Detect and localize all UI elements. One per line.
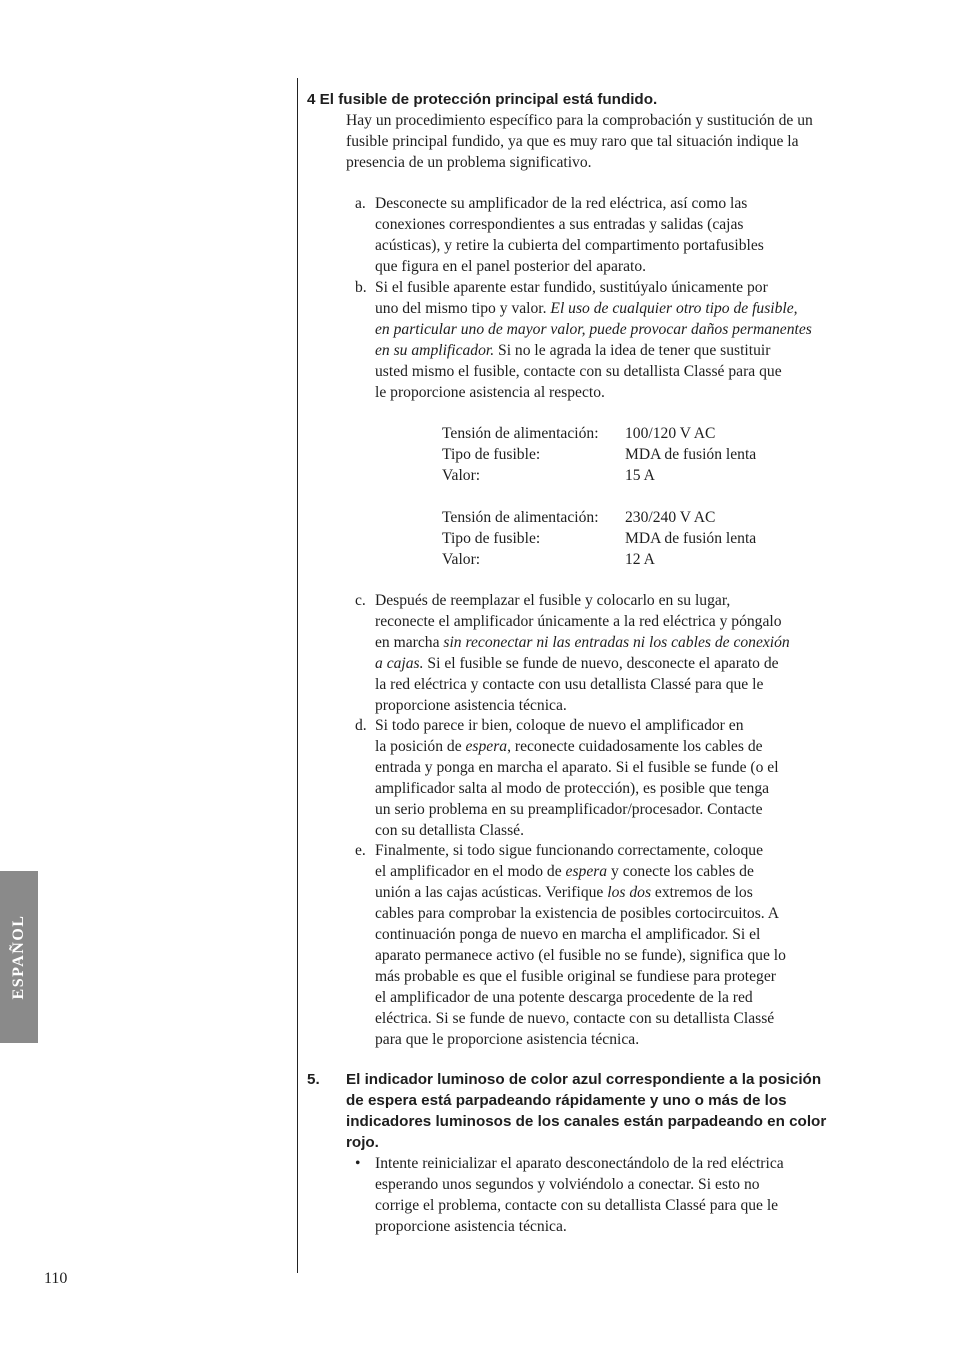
step-b-warning: en su amplificador. [375, 342, 495, 359]
step-d-text: , reconecte cuidadosamente los cables de [507, 738, 763, 755]
step-d-line: amplificador salta al modo de protección), es posible que tenga [375, 780, 770, 797]
section-5-bullet-line: corrige el problema, contacte con su detallista Classé para que le [375, 1197, 779, 1214]
step-c-line: proporcione asistencia técnica. [375, 697, 567, 714]
step-b-text: Si no le agrada la idea de tener que sustituir [494, 342, 771, 359]
step-d-text: la posición de [375, 738, 466, 755]
fuse-voltage-value: 230/240 V AC [625, 509, 716, 526]
step-a-line: acústicas), y retire la cubierta del compartimento portafusibles [375, 237, 764, 254]
step-a-line: Desconecte su amplificador de la red eléctrica, así como las [375, 195, 748, 212]
step-c-line [375, 653, 779, 674]
section-4-intro-line: fusible principal fundido, ya que es muy raro que tal situación indique la [346, 133, 799, 150]
step-d-emphasis: espera [465, 738, 508, 755]
step-c-line [375, 632, 790, 653]
step-e-line: eléctrica. Si se funde de nuevo, contacte con su detallista Classé [375, 1010, 775, 1027]
section-5-heading-line: indicadores luminosos de los canales están parpadeando en color [346, 1113, 827, 1130]
step-e-line [375, 861, 754, 882]
fuse-rating-label: Valor: [442, 551, 481, 568]
column-divider-line [297, 78, 298, 1273]
step-a-label: a. [355, 195, 366, 212]
language-tab-label: ESPAÑOL [10, 914, 27, 1000]
step-e-line: Finalmente, si todo sigue funcionando correctamente, coloque [375, 842, 763, 859]
step-b-text: uno del mismo tipo y valor. [375, 300, 551, 317]
step-b-line: Si el fusible aparente estar fundido, sustitúyalo únicamente por [375, 279, 768, 296]
fuse-rating-value: 12 A [625, 551, 655, 568]
step-c-emphasis: sin reconectar ni las entradas ni los cables de conexión [443, 634, 790, 651]
step-e-line: cables para comprobar la existencia de posibles cortocircuitos. A [375, 905, 779, 922]
step-e-line [375, 882, 753, 903]
section-5-bullet-line: Intente reinicializar el aparato desconectándolo de la red eléctrica [375, 1155, 784, 1172]
step-c-emphasis: a cajas. [375, 655, 424, 672]
step-c-text: Si el fusible se funde de nuevo, desconecte el aparato de [423, 655, 779, 672]
page-number: 110 [44, 1270, 68, 1287]
step-b-line: usted mismo el fusible, contacte con su detallista Classé para que [375, 363, 782, 380]
fuse-rating-value: 15 A [625, 467, 655, 484]
step-d-line: un serio problema en su preamplificador/procesador. Contacte [375, 801, 763, 818]
step-c-line: reconecte el amplificador únicamente a la red eléctrica y póngalo [375, 613, 782, 630]
step-e-line: aparato permanece activo (el fusible no se funde), significa que lo [375, 947, 786, 964]
step-b-line [375, 319, 812, 340]
fuse-type-value: MDA de fusión lenta [625, 530, 757, 547]
step-b-warning: en particular uno de mayor valor, puede provocar daños permanentes [375, 321, 812, 338]
step-c-label: c. [355, 592, 366, 609]
step-a-line: que figura en el panel posterior del aparato. [375, 258, 647, 275]
step-b-warning: El uso de cualquier otro tipo de fusible, [550, 300, 798, 317]
step-c-line: la red eléctrica y contacte con usu detallista Classé para que le [375, 676, 764, 693]
step-d-line [375, 736, 763, 757]
step-e-text: y conecte los cables de [607, 863, 754, 880]
fuse-voltage-label: Tensión de alimentación: [442, 509, 599, 526]
section-4-intro-line: Hay un procedimiento específico para la comprobación y sustitución de un [346, 112, 813, 129]
fuse-voltage-value: 100/120 V AC [625, 425, 716, 442]
step-e-label: e. [355, 842, 366, 859]
step-d-line: Si todo parece ir bien, coloque de nuevo el amplificador en [375, 717, 744, 734]
section-5-bullet-line: esperando unos segundos y volviéndolo a conectar. Si esto no [375, 1176, 760, 1193]
step-b-line: le proporcione asistencia al respecto. [375, 384, 605, 401]
section-4-intro-line: presencia de un problema significativo. [346, 154, 592, 171]
step-e-line: continuación ponga de nuevo en marcha el amplificador. Si el [375, 926, 761, 943]
fuse-type-label: Tipo de fusible: [442, 446, 541, 463]
step-e-text: extremos de los [651, 884, 753, 901]
fuse-type-value: MDA de fusión lenta [625, 446, 757, 463]
step-d-label: d. [355, 717, 367, 734]
step-e-emphasis: los dos [607, 884, 652, 901]
section-5-bullet-line: proporcione asistencia técnica. [375, 1218, 567, 1235]
fuse-type-label: Tipo de fusible: [442, 530, 541, 547]
step-c-line: Después de reemplazar el fusible y colocarlo en su lugar, [375, 592, 731, 609]
step-d-line: entrada y ponga en marcha el aparato. Si el fusible se funde (o el [375, 759, 779, 776]
step-d-line: con su detallista Classé. [375, 822, 524, 839]
step-c-text: en marcha [375, 634, 444, 651]
step-e-emphasis: espera [565, 863, 608, 880]
section-5-heading-line: de espera está parpadeando rápidamente y uno o más de los [346, 1092, 787, 1109]
section-5-number: 5. [307, 1071, 320, 1088]
step-b-line [375, 298, 798, 319]
section-4-heading: 4 El fusible de protección principal está fundido. [307, 91, 658, 108]
step-e-line: para que le proporcione asistencia técnica. [375, 1031, 640, 1048]
step-e-text: el amplificador en el modo de [375, 863, 566, 880]
step-a-line: conexiones correspondientes a sus entradas y salidas (cajas [375, 216, 744, 233]
section-5-heading-line: rojo. [346, 1134, 379, 1151]
section-5-heading-line: El indicador luminoso de color azul correspondiente a la posición [346, 1071, 822, 1088]
language-tab [0, 871, 38, 1043]
fuse-rating-label: Valor: [442, 467, 481, 484]
step-e-line: más probable es que el fusible original se fundiese para proteger [375, 968, 776, 985]
bullet-icon: • [355, 1155, 361, 1172]
step-e-text: unión a las cajas acústicas. Verifique [375, 884, 608, 901]
fuse-voltage-label: Tensión de alimentación: [442, 425, 599, 442]
step-e-line: el amplificador de una potente descarga procedente de la red [375, 989, 753, 1006]
step-b-line [375, 340, 770, 361]
step-b-label: b. [355, 279, 367, 296]
